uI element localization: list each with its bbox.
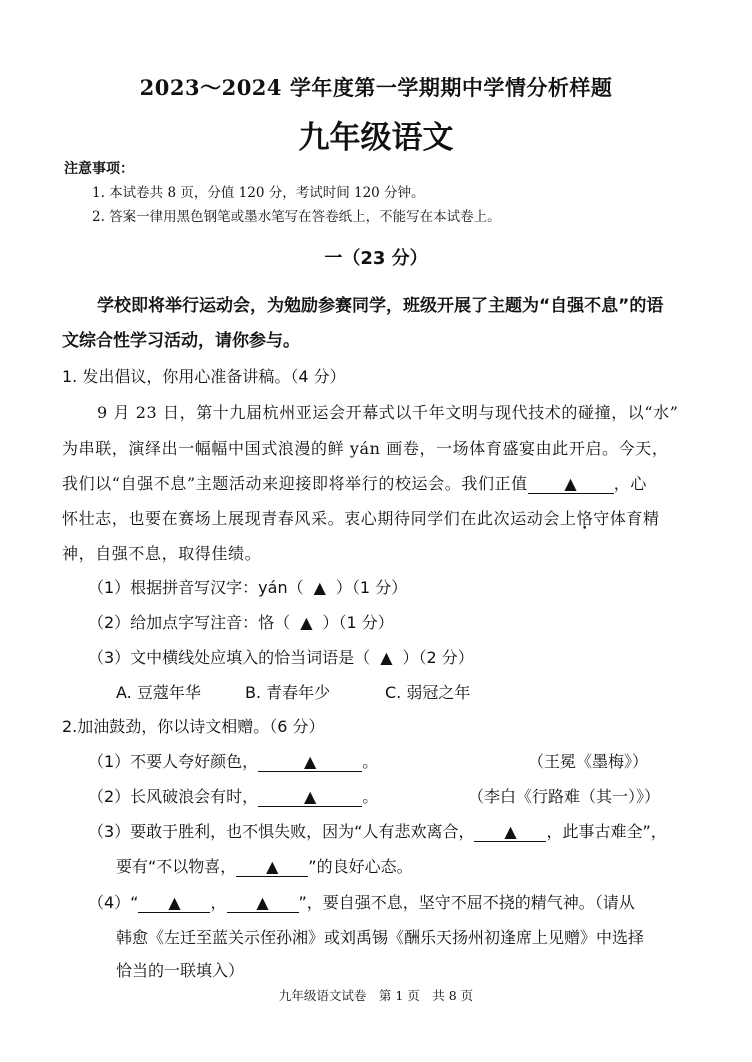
triangle-icon: ▲ [380, 648, 393, 667]
triangle-icon: ▲ [168, 893, 181, 912]
dotted-char: 恪 [576, 509, 594, 528]
passage-line [62, 506, 660, 529]
sub-question [88, 610, 394, 633]
poem-source: （李白《行路难（其一）》） [468, 787, 661, 806]
answer-blank[interactable] [236, 858, 308, 877]
sub-question-text: （1）根据拼音写汉字：yán（ [88, 578, 304, 597]
triangle-icon: ▲ [300, 613, 313, 632]
sub-question-text: ）（1 分） [322, 613, 394, 632]
answer-blank[interactable] [227, 894, 299, 913]
sub-question-text: （1）不要人夸好颜色， [88, 752, 259, 771]
sub-question [88, 819, 667, 842]
passage-text: ，心 [613, 474, 647, 493]
notice-item: 2. 答案一律用黑色钢笔或墨水笔写在答卷纸上，不能写在本试卷上。 [92, 209, 501, 225]
sub-question-text: （3）要敢于胜利，也不惧失败，因为“人有悲欢离合， [88, 822, 475, 841]
section-title: 一（23 分） [324, 248, 428, 269]
passage-text: 我们以“自强不息”主题活动来迎接即将举行的校运会。我们正值 [62, 474, 528, 493]
triangle-icon: ▲ [504, 822, 517, 841]
option-b[interactable]: B. 青春年少 [245, 683, 331, 702]
exam-title: 2023～2024 学年度第一学期期中学情分析样题 [139, 75, 613, 100]
sub-question-text: 。 [362, 752, 379, 771]
sub-question-text: ）（1 分） [335, 578, 408, 597]
triangle-icon: ▲ [304, 752, 317, 771]
triangle-icon: ▲ [304, 787, 317, 806]
answer-blank[interactable] [474, 823, 546, 842]
sub-question-text: （2）给加点字写注音：恪（ [88, 613, 291, 632]
sub-question-line: 恰当的一联填入） [116, 961, 245, 980]
passage-line: 为串联，演绎出一幅幅中国式浪漫的鲜 yán 画卷，一场体育盛宴由此开启。今天， [62, 439, 669, 458]
sub-question-text: （2）长风破浪会有时， [88, 787, 259, 806]
sub-question-text: ，此事古难全”， [546, 822, 667, 841]
sub-question [88, 575, 407, 598]
option-c[interactable]: C. 弱冠之年 [385, 683, 471, 702]
sub-question [88, 645, 474, 668]
answer-blank[interactable] [528, 475, 614, 494]
sub-question [88, 784, 378, 807]
answer-blank[interactable] [258, 788, 362, 807]
sub-question-text: ”，要自强不息，坚守不屈不挠的精气神。（请从 [298, 893, 635, 912]
option-a[interactable]: A. 豆蔻年华 [116, 683, 201, 702]
sub-question [116, 854, 413, 877]
page-footer: 九年级语文试卷 第 1 页 共 8 页 [278, 988, 474, 1003]
passage-line: 9 月 23 日，第十九届杭州亚运会开幕式以千年文明与现代技术的碰撞，以“水” [97, 403, 679, 422]
intro-line: 文综合性学习活动，请你参与。 [62, 331, 300, 351]
sub-question-text: 。 [362, 787, 379, 806]
sub-question-text: ， [210, 893, 227, 912]
question-1-stem: 1. 发出倡议，你用心准备讲稿。（4 分） [62, 367, 346, 386]
sub-question-text: ）（2 分） [402, 648, 474, 667]
passage-line [62, 471, 647, 494]
passage-text: 守体育精 [593, 509, 660, 528]
intro-line: 学校即将举行运动会，为勉励参赛同学，班级开展了主题为“自强不息”的语 [97, 296, 664, 316]
passage-line: 神，自强不息，取得佳绩。 [62, 544, 262, 563]
answer-blank[interactable] [138, 894, 210, 913]
sub-question-text: （4）“ [88, 893, 139, 912]
triangle-icon: ▲ [266, 857, 279, 876]
exam-subject: 九年级语文 [298, 120, 454, 156]
sub-question-text: （3）文中横线处应填入的恰当词语是（ [88, 648, 371, 667]
sub-question-text: 要有“不以物喜， [116, 857, 237, 876]
question-2-stem: 2.加油鼓劲，你以诗文相赠。（6 分） [62, 717, 325, 736]
triangle-icon: ▲ [256, 893, 269, 912]
sub-question-text: ”的良好心态。 [308, 857, 413, 876]
sub-question [88, 749, 378, 772]
poem-source: （王冕《墨梅》） [528, 752, 649, 771]
triangle-icon: ▲ [313, 578, 326, 597]
notice-heading: 注意事项： [64, 161, 134, 177]
answer-blank[interactable] [258, 753, 362, 772]
passage-text: 怀壮志，也要在赛场上展现青春风采。衷心期待同学们在此次运动会上 [62, 509, 577, 528]
sub-question-line: 韩愈《左迁至蓝关示侄孙湘》或刘禹锡《酬乐天扬州初逢席上见赠》中选择 [116, 928, 645, 947]
notice-item: 1. 本试卷共 8 页，分值 120 分，考试时间 120 分钟。 [92, 185, 425, 201]
triangle-icon: ▲ [564, 474, 578, 493]
sub-question [88, 890, 635, 913]
